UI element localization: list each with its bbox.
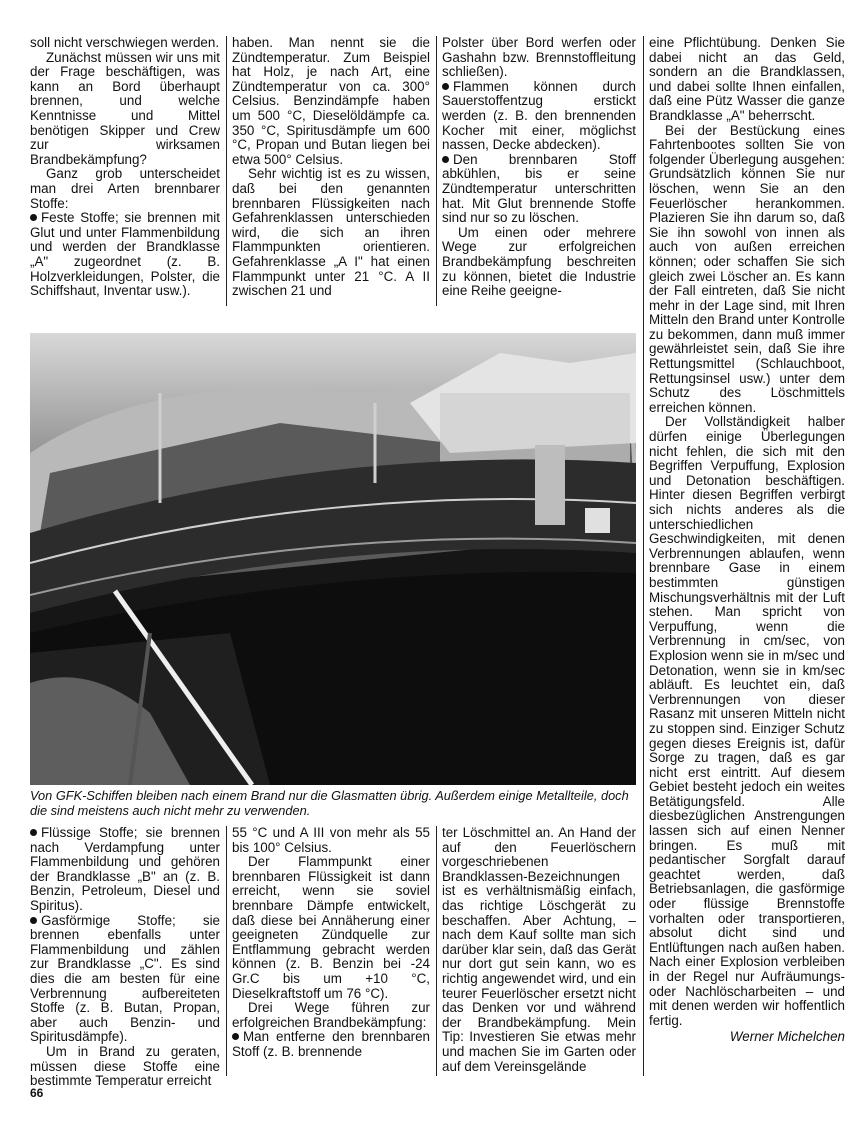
paragraph: soll nicht verschwiegen werden.: [30, 35, 220, 50]
burnt-boat-photo: [30, 333, 636, 785]
article-column-6: [232, 826, 430, 1060]
paragraph: Flammen können durch Sauerstoffentzug erstickt werden (z. B. den brennenden Kocher mit einer, möglichst nassen, Decke abdecken).: [442, 78, 636, 153]
article-column-4: [649, 36, 845, 1045]
column-divider: [436, 36, 437, 306]
column-divider: [226, 826, 227, 1076]
paragraph: haben. Man nennt sie die Zündtemperatur. Zum Beispiel hat Holz, je nach Art, eine Zündtemperatur von ca. 300° Celsius. Benzindämpfe haben um 500 °C, Dieselöldämpfe ca. 350 °C, Spiritusdämpfe um 600 °C, Propan und Butan liegen bei etwa 500° Celsius.: [232, 35, 430, 167]
article-column-3: [442, 36, 636, 299]
paragraph: Bei der Bestückung eines Fahrtenbootes sollten Sie von folgender Überlegung ausgehen: Grundsätzlich können Sie nur löschen, wenn Sie an den Feuerlöscher herankommen. Plazieren Sie ihn darum so, daß Sie ihn sowohl von innen als auch von außen erreichen können; oder schaffen Sie sich gleich zwei Löscher an. Es kann der Fall eintreten, daß Sie nicht mehr in der Lage sind, mit Ihren Mitteln den Brand unter Kontrolle zu bekommen, dann muß immer gewährleistet sein, daß Sie ihre Rettungsmittel (Schlauchboot, Rettungsinsel usw.) unter dem Schutz des Löschmittels erreichen können.: [649, 122, 845, 415]
paragraph: Zunächst müssen wir uns mit der Frage beschäftigen, was kann an Bord überhaupt brennen, und welche Kenntnisse und Mittel benötigen Skipper und Crew zur wirksamen Brandbekämpfung?: [30, 49, 220, 167]
bullet-icon: [442, 83, 449, 90]
paragraph: ter Löschmittel an. An Hand der auf den Feuerlöschern vorgeschriebenen Brandklassen-Bezeichnungen ist es verhältnismäßig einfach, das richtige Löschgerät zu beschaffen. Aber Achtung, – nach dem Kauf sollte man sich darüber klar sein, daß das Gerät nur dort gut sein kann, wo es richtig angewendet wird, und ein teurer Feuerlöscher ersetzt nicht das Denken vor und während der Brandbekämpfung. Mein Tip: Investieren Sie etwas mehr und machen Sie im Garten oder auf dem Vereinsgelände: [442, 825, 636, 1074]
article-column-5: [30, 826, 220, 1089]
paragraph: eine Pflichtübung. Denken Sie dabei nicht an das Geld, sondern an die Brandklassen, und dabei sollte Ihnen einfallen, daß eine Pütz Wasser die ganze Brandklasse „A" beherrscht.: [649, 35, 845, 123]
article-column-7: [442, 826, 636, 1074]
paragraph: Der Vollständigkeit halber dürfen einige Überlegungen nicht fehlen, die sich mit den Begriffen Verpuffung, Explosion und Detonation beschäftigen. Hinter diesen Begriffen verbirgt sich nichts anderes als die unterschiedlichen Geschwindigkeiten, mit denen Verbrennungen ablaufen, wenn brennbare Gase in einem bestimmten günstigen Mischungsverhältnis mit der Luft stehen. Man spricht von Verpuffung, wenn die Verbrennung in cm/sec, von Explosion wenn sie in m/sec und Detonation, wenn sie in km/sec abläuft. Es leuchtet ein, daß Verbrennungen von dieser Rasanz mit unseren Mitteln nicht zu stoppen sind. Einziger Schutz gegen dieses Ereignis ist, dafür Sorge zu tragen, daß es gar nicht erst eintritt. Auf diesem Gebiet besteht jedoch ein weites Betätigungsfeld. Alle diesbezüglichen Anstrengungen lassen sich auf einen Nenner bringen. Es muß mit pedantischer Sorgfalt darauf geachtet werden, daß Betriebsanlagen, die gasförmige oder flüssige Brennstoffe vorhalten oder transportieren, absolut dicht sind und Entlüftungen nach außen haben. Nach einer Explosion verbleiben in der Regel nur Aufräumungs- oder Nachlöscharbeiten – und mit denen werden wir hoffentlich fertig.: [649, 414, 845, 1028]
paragraph: Um in Brand zu geraten, müssen diese Stoffe eine bestimmte Temperatur erreicht: [30, 1043, 220, 1089]
paragraph: Den brennbaren Stoff abkühlen, bis er seine Zündtemperatur unterschritten hat. Mit Glut brennende Stoffe sind nur so zu löschen.: [442, 151, 636, 226]
photo-caption: Von GFK-Schiffen bleiben nach einem Brand nur die Glasmatten übrig. Außerdem einige Metallteile, doch die sind meistens auch nicht mehr zu verwenden.: [30, 788, 629, 818]
column-divider: [436, 826, 437, 1076]
article-column-2: [232, 36, 430, 299]
column-divider: [226, 36, 227, 306]
paragraph: Gasförmige Stoffe; sie brennen ebenfalls unter Flammenbildung und zählen zur Brandklasse „C". Es sind dies die am besten für eine Verbrennung aufbereiteten Stoffe (z. B. Butan, Propan, aber auch Benzin- und Spiritusdämpfe).: [30, 912, 220, 1045]
author-name: Werner Michelchen: [729, 1029, 845, 1045]
bullet-icon: [232, 1033, 239, 1040]
bullet-icon: [30, 214, 37, 221]
bullet-icon: [30, 917, 37, 924]
paragraph: Sehr wichtig ist es zu wissen, daß bei den genannten brennbaren Flüssigkeiten nach Gefahrenklassen unterschieden wird, die sich an ihren Flammpunkten orientieren. Gefahrenklasse „A I" hat einen Flammpunkt unter 21 °C. A II zwischen 21 und: [232, 166, 430, 299]
column-divider: [643, 36, 644, 1076]
paragraph: Man entferne den brennbaren Stoff (z. B. brennende: [232, 1029, 430, 1059]
bullet-icon: [30, 829, 37, 836]
paragraph: Um einen oder mehrere Wege zur erfolgreichen Brandbekämpfung beschreiten zu können, bietet die Industrie eine Reihe geeigne-: [442, 224, 636, 299]
paragraph: 55 °C und A III von mehr als 55 bis 100° Celsius.: [232, 825, 430, 855]
article-column-1: [30, 36, 220, 299]
page-number: 66: [30, 1086, 44, 1100]
paragraph: Drei Wege führen zur erfolgreichen Brandbekämpfung:: [232, 1000, 430, 1030]
paragraph: Polster über Bord werfen oder Gashahn bzw. Brennstoffleitung schließen).: [442, 35, 636, 80]
paragraph: Der Flammpunkt einer brennbaren Flüssigkeit ist dann erreicht, wenn sie soviel brennbare Dämpfe entwickelt, daß diese bei Annäherung einer geeigneten Zündquelle zur Entflammung gebracht werden können (z. B. Benzin bei -24 Gr.C bis um +10 °C, Dieselkraftstoff um 76 °C).: [232, 854, 430, 1001]
paragraph: Flüssige Stoffe; sie brennen nach Verdampfung unter Flammenbildung und gehören der Brandklasse „B" an (z. B. Benzin, Petroleum, Diesel und Spiritus).: [30, 825, 220, 913]
paragraph: Ganz grob unterscheidet man drei Arten brennbarer Stoffe:: [30, 166, 220, 211]
paragraph: Feste Stoffe; sie brennen mit Glut und unter Flammenbildung und werden der Brandklasse „A" zugeordnet (z. B. Holzverkleidungen, Polster, die Schiffshaut, Inventar usw.).: [30, 210, 220, 299]
bullet-icon: [442, 156, 449, 163]
